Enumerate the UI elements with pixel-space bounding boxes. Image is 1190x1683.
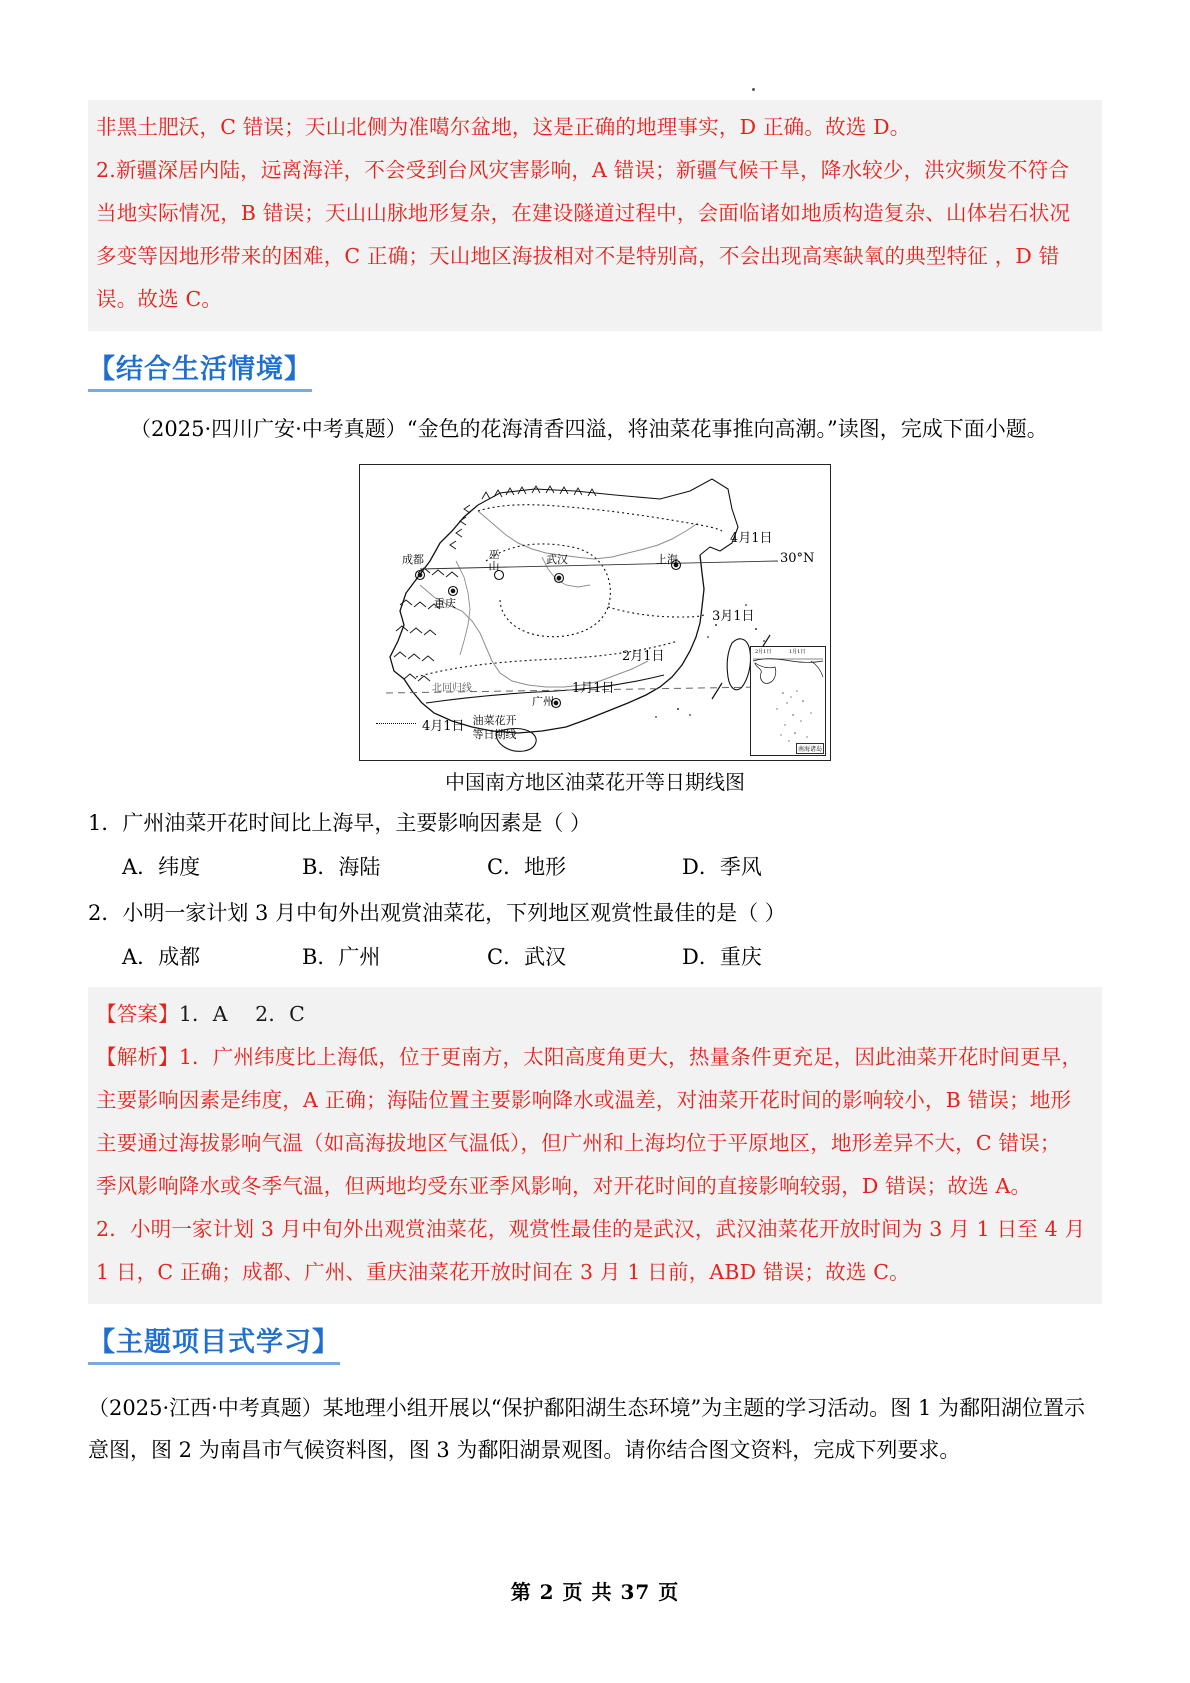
section-header-life: 【结合生活情境】 xyxy=(88,353,312,392)
analysis-line xyxy=(96,1036,1094,1079)
section-project-wrapper xyxy=(88,1304,1102,1371)
project-paragraph-line1: （2025·江西·中考真题）某地理小组开展以“保护鄱阳湖生态环境”为主题的学习活动。图 1 为鄱阳湖位置示 xyxy=(88,1396,1085,1420)
legend-label-line2: 等日期线 xyxy=(472,728,517,741)
legend-dotted-line-icon xyxy=(376,723,416,724)
analysis-line: 1 日，C 正确；成都、广州、重庆油菜花开放时间在 3 月 1 日前，ABD 错误；故选 C。 xyxy=(96,1260,910,1284)
map-tropic-label: 北回归线 xyxy=(432,683,472,694)
project-paragraph xyxy=(88,1387,1102,1471)
question-1-option-b[interactable]: B．海陆 xyxy=(302,855,381,879)
map-isoline-label-jan1: 1月1日 xyxy=(572,681,615,696)
solution-line: 当地实际情况，B 错误；天山山脉地形复杂，在建设隧道过程中，会面临诸如地质构造复杂、山体岩石状况 xyxy=(96,201,1071,225)
legend-label-line1: 油菜花开 xyxy=(472,714,517,727)
question-2-number: 2． xyxy=(88,901,123,925)
question-1-options xyxy=(88,845,1102,889)
question-1-option-a[interactable]: A．纬度 xyxy=(122,855,201,879)
analysis-line: 主要通过海拔影响气温（如高海拔地区气温低），但广州和上海均位于平原地区，地形差异不大，C 错误； xyxy=(96,1131,1061,1155)
map-city-label-chongqing: 重庆 xyxy=(434,597,456,610)
question-1 xyxy=(88,801,1102,845)
map-city-label-wuhan: 武汉 xyxy=(546,553,568,566)
answer-analysis-block xyxy=(88,987,1102,1304)
solution-line: 误。故选 C。 xyxy=(96,287,223,311)
map-isoline-label-apr1: 4月1日 xyxy=(730,531,773,546)
question-1-text: 广州油菜开花时间比上海早，主要影响因素是（ ） xyxy=(122,811,592,835)
solution-line: 多变等因地形带来的困难，C 正确；天山地区海拔相对不是特别高，不会出现高寒缺氧的典型特征 ，D 错 xyxy=(96,244,1060,268)
question-2-text: 小明一家计划 3 月中旬外出观赏油菜花，下列地区观赏性最佳的是（ ） xyxy=(122,901,786,925)
answer-line xyxy=(96,993,1094,1036)
question-1-option-c[interactable]: C．地形 xyxy=(487,855,567,879)
map-isoline-label-mar1: 3月1日 xyxy=(712,609,755,624)
question-1-option-d[interactable]: D．季风 xyxy=(682,855,762,879)
question-2-option-a[interactable]: A．成都 xyxy=(122,945,201,969)
map-latitude-label: 30°N xyxy=(780,551,815,566)
question-2-option-b[interactable]: B．广州 xyxy=(302,945,381,969)
analysis-line: 主要影响因素是纬度，A 正确；海陆位置主要影响降水或温差，对油菜开花时间的影响较小，B 错误；地形 xyxy=(96,1088,1072,1112)
question-2-option-d[interactable]: D．重庆 xyxy=(682,945,762,969)
map-figure xyxy=(359,464,831,761)
question-2-options xyxy=(88,935,1102,979)
answer-label: 【答案】 xyxy=(96,1002,179,1026)
inset-date-feb1: 2月1日 xyxy=(755,649,772,655)
analysis-label: 【解析】 xyxy=(96,1045,179,1069)
map-city-label-chengdu: 成都 xyxy=(402,553,424,566)
solution-line: 非黑土肥沃，C 错误；天山北侧为准噶尔盆地，这是正确的地理事实，D 正确。故选 D。 xyxy=(96,115,911,139)
map-isoline-label-feb1: 2月1日 xyxy=(622,649,665,664)
figure-caption: 中国南方地区油菜花开等日期线图 xyxy=(445,770,745,794)
inset-date-jan1: 1月1日 xyxy=(789,649,806,655)
map-city-label-shanghai: 上海 xyxy=(656,553,678,566)
analysis-text: 1．广州纬度比上海低，位于更南方，太阳高度角更大，热量条件更充足，因此油菜开花时间更早， xyxy=(178,1045,1083,1069)
analysis-line: 季风影响降水或冬季气温，但两地均受东亚季风影响，对开花时间的直接影响较弱，D 错误；故选 A。 xyxy=(96,1174,1032,1198)
map-city-label-wushan: 巫山 xyxy=(488,548,500,573)
solution-line: 2.新疆深居内陆，远离海洋，不会受到台风灾害影响，A 错误；新疆气候干旱，降水较少，洪灾频发不符合 xyxy=(96,158,1070,182)
section-header-project: 【主题项目式学习】 xyxy=(88,1326,340,1365)
map-city-label-guangzhou: 广州 xyxy=(532,695,554,708)
figure-container xyxy=(88,464,1102,799)
map-inset-south-sea xyxy=(750,646,826,756)
page-footer: 第 2 页 共 37 页 xyxy=(510,1580,680,1604)
question-2-option-c[interactable]: C．武汉 xyxy=(487,945,567,969)
question-source-intro: （2025·四川广安·中考真题）“金色的花海清香四溢，将油菜花事推向高潮。”读图，完成下面小题。 xyxy=(130,417,1048,441)
section-life-wrapper xyxy=(88,331,1102,398)
solution-block-top xyxy=(88,100,1102,331)
page-top-dot xyxy=(752,88,755,91)
answer-value: 1．A 2．C xyxy=(178,1002,306,1026)
inset-title: 南海诸岛 xyxy=(796,743,824,754)
map-legend xyxy=(376,713,517,742)
question-2 xyxy=(88,891,1102,935)
question-1-number: 1． xyxy=(88,811,123,835)
analysis-line: 2．小明一家计划 3 月中旬外出观赏油菜花，观赏性最佳的是武汉，武汉油菜花开放时间为 3 月 1 日至 4 月 xyxy=(96,1217,1086,1241)
project-paragraph-line2: 意图，图 2 为南昌市气候资料图，图 3 为鄱阳湖景观图。请你结合图文资料，完成下列要求。 xyxy=(88,1438,961,1462)
legend-date: 4月1日 xyxy=(422,719,465,734)
